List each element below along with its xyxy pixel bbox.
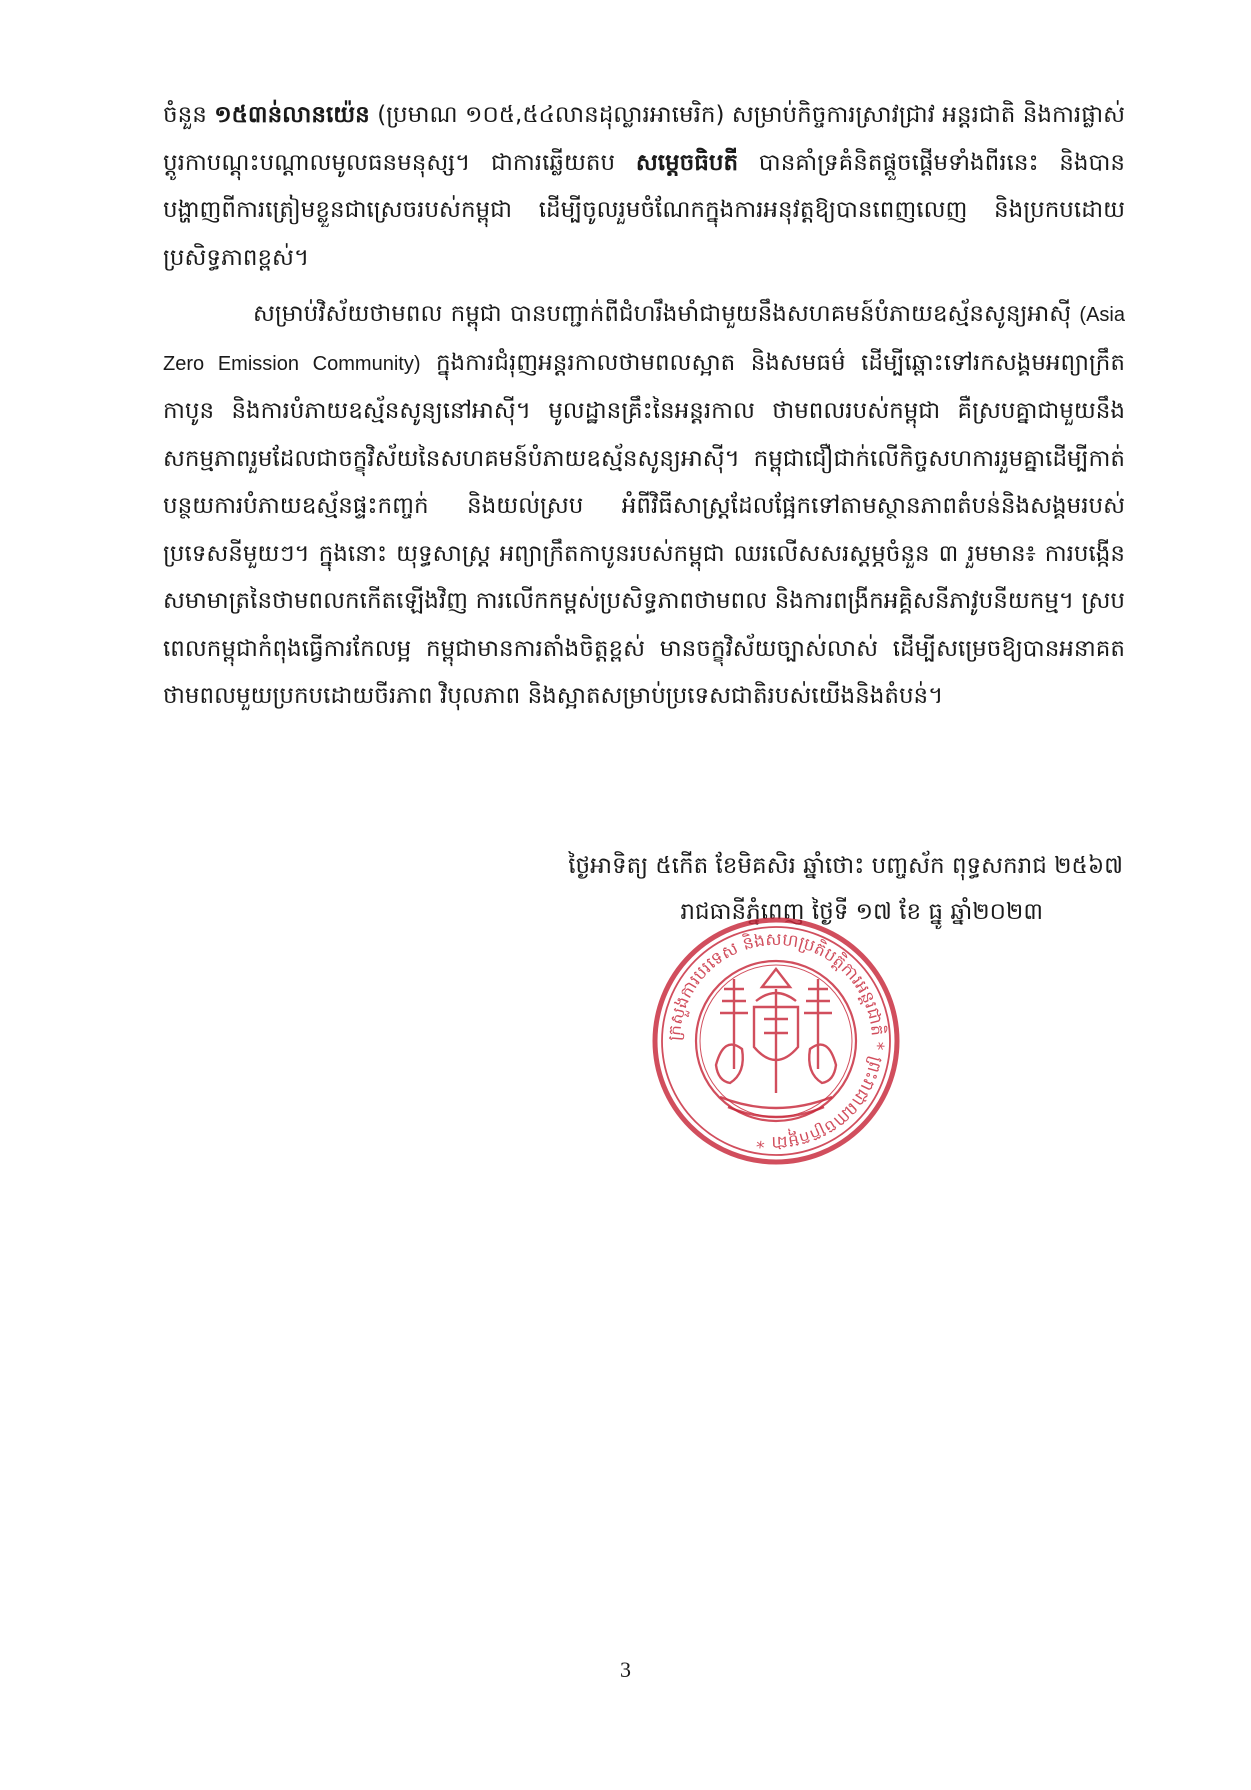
- paragraph-2-rest: ក្នុងការជំរុញអន្តរកាលថាមពលស្អាត និងសមធម៌ ដើម្បីឆ្ពោះទៅរកសង្គមអព្យាក្រឹតកាបូន និងការបំភាយឧស្ម័នសូន្យនៅអាស៊ី។ មូលដ្ឋានគ្រឹះនៃអន្តរកាល ថាមពលរបស់កម្ពុជា គឺស្របគ្នាជាមួយនឹងសកម្មភាពរួមដែលជាចក្ខុវិស័យនៃសហគមន៍បំភាយឧស្ម័នសូន្យអាស៊ី។ កម្ពុជាជឿជាក់លើកិច្ចសហការរួមគ្នាដើម្បីកាត់បន្ថយការបំភាយឧស្ម័នផ្ទះកញ្ចក់ និងយល់ស្រប អំពីវិធីសាស្ត្រដែលផ្អែកទៅតាមស្ថានភាពតំបន់និងសង្គមរបស់ប្រទេសនីមួយៗ។ ក្នុងនោះ យុទ្ធសាស្ត្រ អព្យាក្រឹតកាបូនរបស់កម្ពុជា ឈរលើសសរស្តម្ភចំនួន ៣ រួមមាន៖ ការបង្កើនសមាមាត្រនៃថាមពលកកើតឡើងវិញ ការលើកកម្ពស់ប្រសិទ្ធភាពថាមពល និងការពង្រីកអគ្គិសនីភាវូបនីយកម្ម។ ស្របពេលកម្ពុជាកំពុងធ្វើការកែលម្អ កម្ពុជាមានការតាំងចិត្តខ្ពស់ មានចក្ខុវិស័យច្បាស់លាស់ ដើម្បីសម្រេចឱ្យបានអនាគតថាមពលមួយប្រកបដោយចីរភាព វិបុលភាព និងស្អាតសម្រាប់ប្រទេសជាតិរបស់យើងនិងតំបន់។: [163, 349, 1125, 709]
- paragraph-1-suffix: បានគាំទ្រគំនិតផ្តួចផ្តើមទាំងពីរនេះ និងបានបង្ហាញពីការត្រៀមខ្លួនជាស្រេចរបស់កម្ពុជា ដើម្បីចូលរួមចំណែកក្នុងការអនុវត្តឱ្យបានពេញលេញ និងប្រកបដោយប្រសិទ្ធភាពខ្ពស់។: [163, 149, 1126, 271]
- paragraph-1-middle: (ប្រមាណ ១០៥,៥៤លានដុល្លារអាមេរិក) សម្រាប់កិច្ចការស្រាវជ្រាវ អន្តរជាតិ និងការផ្លាស់ប្តូរកាបណ្តុះបណ្តាលមូលធនមនុស្ស។ ជាការឆ្លើយតប: [163, 102, 1125, 176]
- page-number: 3: [620, 1657, 631, 1682]
- amount-bold: ១៥៣ន់លានយ៉េន: [214, 102, 370, 128]
- seal-graphic: [650, 915, 902, 1167]
- official-seal-stamp: [650, 915, 902, 1167]
- seal-ring-text: ក្រសួងការបរទេស និងសហប្រតិបត្តិការអន្តរជាតិ * ព្រះរាជាណាចក្រកម្ពុជា *: [664, 929, 888, 1153]
- lunar-date-line: ថ្ងៃអាទិត្យ ៥កើត ខែមិគសិរ ឆ្នាំថោះ បញ្ចស័ក ពុទ្ធសករាជ ២៥៦៧: [568, 853, 1123, 879]
- paragraph-2: [163, 291, 1125, 721]
- document-body: [163, 92, 1125, 730]
- azec-name: (Asia Zero Emission Community): [163, 304, 1125, 375]
- paragraph-1: [163, 92, 1125, 282]
- paragraph-1-prefix: ចំនួន: [163, 102, 215, 128]
- coat-of-arms-emblem: [716, 969, 836, 1117]
- paragraph-2-start: សម្រាប់វិស័យថាមពល កម្ពុជា បានបញ្ជាក់ពីជំហរឹងមាំជាមួយនឹងសហគមន៍បំភាយឧស្ម័នសូន្យអាស៊ី: [253, 301, 1080, 327]
- solar-date-line: រាជធានីភ្នំពេញ ថ្ងៃទី ១៧ ខែ ធ្នូ ឆ្នាំ២០២៣: [680, 899, 1043, 925]
- prime-minister-bold: សម្តេចធិបតី: [635, 149, 739, 176]
